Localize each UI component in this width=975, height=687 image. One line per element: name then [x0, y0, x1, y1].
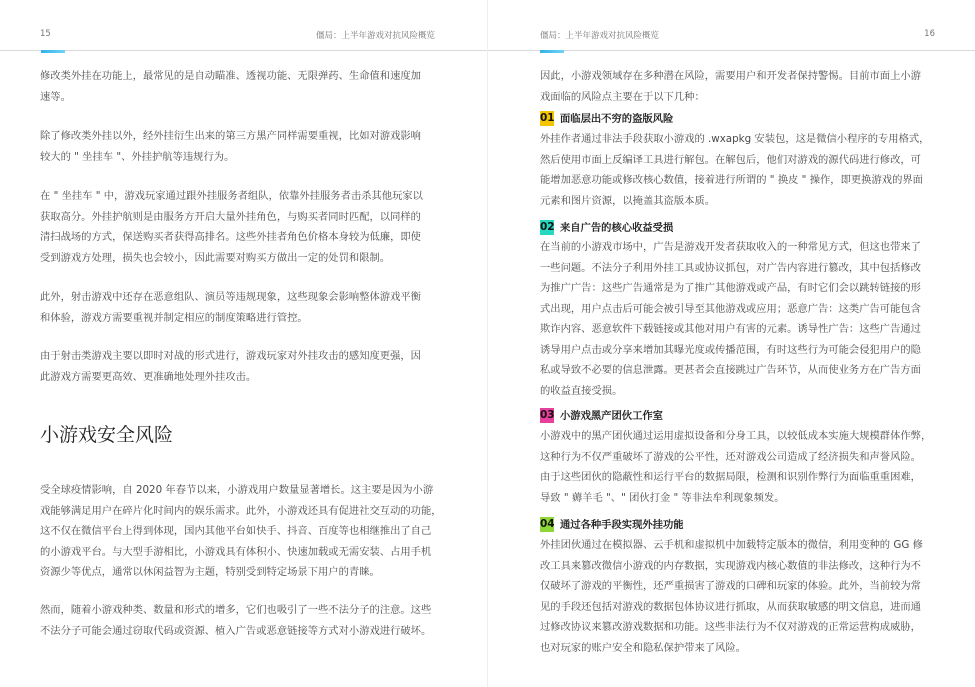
paragraph: 修改类外挂在功能上，最常见的是自动瞄准、透视功能、无限弹药、生命值和速度加 速等。 [40, 70, 421, 103]
paragraph: 外挂作者通过非法手段获取小游戏的 .wxapkg 安装包，这是微信小程序的专用格式， 然后使用市面上反编译工具进行解包。在解包后，他们对游戏的源代码进行修改，可 能增加恶意功能或修改核心数值，接着进行所谓的 " 换皮 " 操作，即更换游戏的界面 元素和图片资源，以掩盖其盗版本质。 [540, 133, 930, 207]
number-badge: 02 [540, 221, 555, 233]
header-accent-bar [41, 50, 65, 53]
left-page [0, 0, 487, 687]
page-number: 15 [40, 29, 51, 39]
page-number: 16 [924, 29, 935, 39]
paragraph: 然而，随着小游戏种类、数量和形式的增多，它们也吸引了一些不法分子的注意。这些 不法分子可能会通过窃取代码或资源、植入广告或恶意链接等方式对小游戏进行破坏。 [40, 604, 432, 637]
number-badge: 03 [540, 409, 555, 421]
risk-item-heading [540, 220, 673, 236]
paragraph: 由于射击类游戏主要以即时对战的形式进行，游戏玩家对外挂攻击的感知度更强，因 此游戏方需要更高效、更准确地处理外挂攻击。 [40, 350, 421, 383]
paragraph: 在 " 坐挂车 " 中，游戏玩家通过跟外挂服务者组队，依靠外挂服务者击杀其他玩家以 获取高分。外挂护航则是由服务方开启大量外挂角色，与购买者同时匹配，以同样的 清扫战场的方式，保送购买者获得高排名。这些外挂者角色价格本身较为低廉，即使 受到游戏方处理，损失也会较小，因此需要对购买方做出一定的处罚和限制。 [40, 190, 423, 264]
paragraph: 除了修改类外挂以外，经外挂衍生出来的第三方黑产同样需要重视，比如对游戏影响 较大的 " 坐挂车 "、外挂护航等违规行为。 [40, 130, 421, 163]
paragraph: 受全球疫情影响，自 2020 年春节以来，小游戏用户数量显著增长。这主要是因为小游 戏能够满足用户在碎片化时间内的娱乐需求。此外，小游戏还具有促进社交互动的功能， 这不仅在微信平台上得到体现，国内其他平台如快手、抖音、百度等也相继推出了自己 的小游戏平台。与大型手游相比，小游戏具有体积小、快速加载或无需安装、占用手机 资源少等优点，通常以休闲益智为主题，特别受到特定场景下用户的青睐。 [40, 484, 442, 578]
risk-item-heading [540, 111, 673, 127]
paragraph: 因此，小游戏领域存在多种潜在风险，需要用户和开发者保持警惕。目前市面上小游 戏面临的风险点主要在于以下几种： [540, 70, 921, 103]
risk-item-heading [540, 517, 684, 533]
risk-item-heading [540, 408, 663, 424]
header-rule [0, 50, 487, 51]
header-accent-bar [540, 50, 564, 53]
running-header: 僵局：上半年游戏对抗风险概览 [540, 31, 660, 41]
risk-item-title: 小游戏黑产团伙工作室 [560, 410, 663, 422]
paragraph: 在当前的小游戏市场中，广告是游戏开发者获取收入的一种常见方式，但这也带来了 一些问题。不法分子利用外挂工具或协议抓包，对广告内容进行篡改，其中包括修改 为推广广告：这些广告通常是为了推广其他游戏或产品，有时它们会以跳转链接的形 式出现，用户点击后可能会被引导至其他游戏或应用；恶意广告：这类广告可能包含 欺诈内容、恶意软件下载链接或其他对用户有害的元素。诱导性广告：这些广告通过 诱导用户点击或分享来增加其曝光度或传播范围，有时这些行为可能会侵犯用户的隐 私或导致不必要的信息泄露。更甚者会直接跳过广告环节，从而使业务方在广告方面 的收益直接受损。 [540, 241, 921, 397]
risk-item-title: 来自广告的核心收益受损 [560, 222, 674, 234]
paragraph: 小游戏中的黑产团伙通过运用虚拟设备和分身工具，以较低成本实施大规模群体作弊， 这种行为不仅严重破坏了游戏的公平性，还对游戏公司造成了经济损失和声誉风险。 由于这些团伙的隐蔽性和运行平台的数据局限，检测和识别作弊行为面临重重困难， 导致 " 薅羊毛 "、" 团伙打金 " 等非法牟利现象频发。 [540, 430, 932, 504]
number-badge: 01 [540, 112, 555, 124]
paragraph: 外挂团伙通过在模拟器、云手机和虚拟机中加载特定版本的微信，利用变种的 GG 修 改工具来篡改微信小游戏的内存数据，实现游戏内核心数值的非法修改，这种行为不 仅破坏了游戏的平衡性，还严重损害了游戏的口碑和玩家的体验。此外，当前较为常 见的手段还包括对游戏的数据包体协议进行抓取，从而获取敏感的明文信息，进而通 过修改协议来篡改游戏数据和功能。这些非法行为不仅对游戏的正常运营构成威胁， 也对玩家的账户安全和隐私保护带来了风险。 [540, 539, 923, 654]
running-header: 僵局：上半年游戏对抗风险概览 [315, 31, 435, 41]
risk-item-title: 面临层出不穷的盗版风险 [560, 113, 674, 125]
paragraph: 此外，射击游戏中还存在恶意组队、演员等违规现象，这些现象会影响整体游戏平衡 和体验，游戏方需要重视并制定相应的制度策略进行管控。 [40, 291, 421, 324]
section-title: 小游戏安全风险 [40, 424, 174, 446]
risk-item-title: 通过各种手段实现外挂功能 [560, 519, 684, 531]
number-badge: 04 [540, 518, 555, 530]
